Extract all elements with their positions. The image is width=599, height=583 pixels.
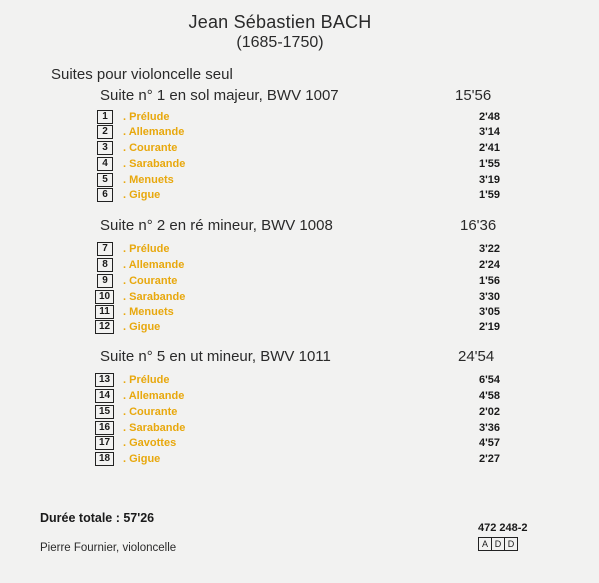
track-duration: 4'57 <box>479 437 500 449</box>
track-row <box>0 242 599 257</box>
track-name: . Allemande <box>123 390 185 402</box>
track-number: 3 <box>97 141 113 155</box>
track-number: 1 <box>97 110 113 124</box>
track-row <box>0 421 599 436</box>
suite-duration: 16'36 <box>460 217 497 234</box>
track-name: . Courante <box>123 406 178 418</box>
track-number: 13 <box>95 373 114 387</box>
track-row <box>0 110 599 125</box>
track-name: . Courante <box>123 275 178 287</box>
track-row <box>0 452 599 467</box>
track-number: 12 <box>95 320 114 334</box>
track-number: 17 <box>95 436 114 450</box>
track-name: . Menuets <box>123 306 174 318</box>
track-number: 5 <box>97 173 113 187</box>
track-number: 16 <box>95 421 114 435</box>
suite-duration: 15'56 <box>455 87 492 104</box>
track-row <box>0 274 599 289</box>
track-row <box>0 373 599 388</box>
track-name: . Sarabande <box>123 422 186 434</box>
add-code-letter: D <box>504 537 518 551</box>
track-duration: 1'59 <box>479 189 500 201</box>
track-duration: 3'22 <box>479 243 500 255</box>
track-row <box>0 258 599 273</box>
track-number: 8 <box>97 258 113 272</box>
suite-title: Suite n° 5 en ut mineur, BWV 1011 <box>100 348 331 365</box>
track-name: . Sarabande <box>123 158 186 170</box>
catalog-number: 472 248-2 <box>478 522 528 534</box>
track-row <box>0 157 599 172</box>
track-row <box>0 290 599 305</box>
track-name: . Prélude <box>123 374 170 386</box>
track-number: 2 <box>97 125 113 139</box>
track-duration: 3'30 <box>479 291 500 303</box>
track-row <box>0 389 599 404</box>
track-number: 11 <box>95 305 114 319</box>
track-name: . Gavottes <box>123 437 177 449</box>
track-name: . Menuets <box>123 174 174 186</box>
track-duration: 4'58 <box>479 390 500 402</box>
track-duration: 1'55 <box>479 158 500 170</box>
track-name: . Courante <box>123 142 178 154</box>
track-row <box>0 141 599 156</box>
track-row <box>0 188 599 203</box>
track-duration: 3'36 <box>479 422 500 434</box>
track-name: . Gigue <box>123 321 161 333</box>
track-name: . Prélude <box>123 243 170 255</box>
track-duration: 1'56 <box>479 275 500 287</box>
track-number: 18 <box>95 452 114 466</box>
suite-title: Suite n° 1 en sol majeur, BWV 1007 <box>100 87 339 104</box>
track-duration: 2'41 <box>479 142 500 154</box>
track-number: 10 <box>95 290 114 304</box>
performer-credit: Pierre Fournier, violoncelle <box>40 542 177 554</box>
composer-name: Jean Sébastien BACH <box>188 12 372 32</box>
track-row <box>0 320 599 335</box>
track-duration: 3'19 <box>479 174 500 186</box>
track-row <box>0 305 599 320</box>
track-row <box>0 125 599 140</box>
work-title: Suites pour violoncelle seul <box>51 66 233 83</box>
track-duration: 6'54 <box>479 374 500 386</box>
track-duration: 2'02 <box>479 406 500 418</box>
add-code-badge <box>478 537 517 551</box>
track-number: 14 <box>95 389 114 403</box>
track-row <box>0 436 599 451</box>
track-number: 6 <box>97 188 113 202</box>
track-number: 7 <box>97 242 113 256</box>
track-number: 15 <box>95 405 114 419</box>
track-name: . Allemande <box>123 259 185 271</box>
suite-title: Suite n° 2 en ré mineur, BWV 1008 <box>100 217 333 234</box>
track-name: . Prélude <box>123 111 170 123</box>
add-code-letter: A <box>478 537 492 551</box>
track-duration: 2'48 <box>479 111 500 123</box>
track-duration: 2'24 <box>479 259 500 271</box>
track-name: . Gigue <box>123 189 161 201</box>
add-code-letter: D <box>491 537 505 551</box>
track-name: . Sarabande <box>123 291 186 303</box>
track-duration: 3'14 <box>479 126 500 138</box>
composer-dates: (1685-1750) <box>236 34 324 51</box>
track-number: 9 <box>97 274 113 288</box>
track-duration: 2'27 <box>479 453 500 465</box>
track-name: . Allemande <box>123 126 185 138</box>
track-number: 4 <box>97 157 113 171</box>
suite-duration: 24'54 <box>458 348 495 365</box>
total-duration: Durée totale : 57'26 <box>40 511 155 525</box>
track-row <box>0 173 599 188</box>
track-duration: 2'19 <box>479 321 500 333</box>
track-name: . Gigue <box>123 453 161 465</box>
track-duration: 3'05 <box>479 306 500 318</box>
track-row <box>0 405 599 420</box>
